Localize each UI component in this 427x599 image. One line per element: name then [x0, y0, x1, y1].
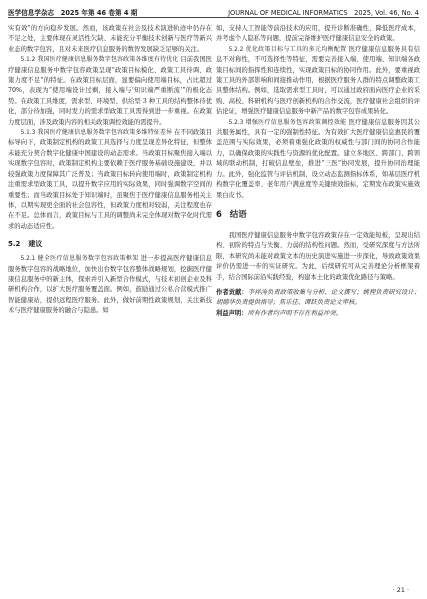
left-column: [8, 24, 212, 317]
subsection-body: 在不同政策目标导向下，政策制定机构的政策工具选择与力度呈现差异化特征，但整体未能充分契合数字化健康中国建设的动态需求。当政策目标聚焦接入端以实现数字包容时，政策制定机构主要依赖于医疗服务基础设施建设，并以较强政策力度保障其广泛普及；当政策目标转向使用端时，政策制定机构注重需求型政策工具，以提升数字应用的实际效果，同时强调数字空间的重要性；而当政策目标处于知识端时，虽聚焦于医疗健康信息服务相关主体，以期实现更全面的社会包容性，但政策力度相对较弱，关注程度也存在不足。总体而言，政策目标与工具的调整尚未完全体现对数字化时代需求的动态适应性。: [8, 129, 212, 230]
subsection-body: 医疗健康信息服务具有信息不对称性，不可选择性等特征，需要完善接入端、使用端、知识端各政策目标间的指挥性和连续性，实现政策目标的协同作用。此外，要重视政策工具的外部影响和间接推动作用，根据医疗服务人群的特点调整政策工具整体结构。例如，选取需求型工具时，可以通过政府面向医疗企业的采购、高校、科研机构与医疗创新机构的合作交流，医疗健康社会组织的评估论证，增强医疗健康信息服务中新产品的数字包容成果转化。: [216, 45, 420, 116]
subsection-number: 5.1.2: [20, 57, 36, 64]
subsection-5-1-3: [8, 128, 212, 232]
subsection-number: 5.2.1: [20, 256, 36, 263]
section-title: 建议: [28, 240, 43, 249]
header-rule: [8, 17, 419, 18]
subsection-body: 医疗健康信息服务因其公共服务属性，具有一定的强制性特征。为有效扩大医疗健康信息惠民的覆盖范围与实际效果，必须着重强化政策的权威性与部门间的协同合作能力，以确保政策的实践性与资源的优化配置。建立多地区、跨部门、跨领域的联动机制，打破信息壁垒，推进“三医”协同发展，提升协同治理能力。此外，强化监管与评估机制，设立动态监测指标体系，如基层医疗机构数字化覆盖率、老年用户满意度等关键绩效指标，定期发布政策实施效果白皮书。: [216, 118, 420, 199]
subsection-title: 我国医疗健康信息服务数字包容政策多维特征差异: [37, 129, 173, 137]
right-column: [216, 24, 420, 319]
author-contributions: [216, 288, 420, 309]
subsection-body: 目前我国医疗健康信息服务中数字包容政策呈现“政策目标模化、政策工具待调、政策力度不足”的特征。在政策目标层面，显要偏向使用端目标，占比超过 70%，表现为“使用端设计过剩，接入端与‘知识端严重断流’”的极化态势。在政策工具维度，需求型、环境型、供给型 3 种工具的结构整体待优化，部分待加强，同时发力的需求型政策工具需得到进一步重视。在政策力度层面，涉及政策内容的相关政策调控效能的需提升。: [8, 56, 212, 126]
page-number: · 21 ·: [392, 586, 409, 594]
section-title: 结语: [229, 208, 247, 219]
journal-title-en: JOURNAL OF MEDICAL INFORMATICS 2025, Vol. 46, No. 4: [228, 9, 419, 17]
paragraph-continued: 实有效”的方向稳步发展。然而，该政策在社会及技术演进轨迹中仍存在不足之处，主要体现在灵活性欠缺、未能充分平衡技术创新与医疗等新兴业态的数字包容，且对未来医疗信息服务的数智发展缺乏足够的关注。: [8, 25, 212, 53]
contributions-text: 李祥涛负责政策收集与分析、论文撰写；姚程负责研究设计；胡德华负责提供指导；焦乐佳、谭跃负责论文审核。: [216, 288, 421, 307]
section-number: 5.2: [8, 240, 21, 249]
conflict-label: 利益声明：: [216, 309, 248, 317]
subsection-title: 健全医疗信息服务数字包容政策框架: [37, 255, 139, 263]
journal-title-cn: 医学信息学杂志 2025 年第 46 卷第 4 期: [8, 9, 138, 17]
conclusion-paragraph: 我国医疗健康信息服务中数字包容政策存在一定效能短板，呈现出结构、初阶的特点与失衡、力弱的结构性问题。然而，受研究深度与方法所限，本研究尚未能对政策文本的历史演进实施进一步深化，导致政策效果评价仍需进一步的实证研究。为此，后续研究可从完善理论分析框架着手，结合国际前沿实践经验，构建本土化的政策优化路径与策略。: [216, 231, 420, 281]
conflict-statement: [216, 309, 420, 319]
subsection-5-2-2: [216, 45, 420, 118]
subsection-body: 进一步提高医疗健康信息服务数字包容的战略地位，加快出台数字包容整体战略规划，挖掘医疗健康信息服务中的新主体，探索并引入新型合作模式，与技术初创企业及科研机构合作，以扩大医疗服务覆盖面。例如，鼓励通过公私合营模式推广智能健康站，提供远程医疗服务。此外，做好前期性政策规划，关注新技术与医疗健康服务的融合与隐患。如: [8, 255, 212, 315]
paragraph-continued: 如，支持人工智能等前沿技术的应用，提升诊断准确性、降低医疗成本，并考虑个人隐私等问题，提前完备维护医疗健康信息安全的政策。: [216, 25, 420, 43]
subsection-number: 5.2.2: [228, 46, 244, 53]
section-heading-6: [216, 209, 420, 223]
subsection-title: 我国医疗健康信息服务数字包容政策各维度有待优化: [37, 56, 179, 64]
conflict-text: 所有作者均声明不存在利益冲突。: [247, 309, 342, 317]
page-header: [0, 0, 427, 22]
subsection-title: 增强医疗信息服务包容政策调控效能: [245, 118, 347, 126]
subsection-5-2-1: [8, 254, 212, 316]
section-number: 6: [216, 208, 222, 219]
subsection-number: 5.1.3: [20, 130, 36, 137]
subsection-5-1-2: [8, 55, 212, 128]
contributions-label: 作者贡献：: [216, 288, 248, 296]
subsection-number: 5.2.3: [228, 119, 244, 126]
subsection-5-2-3: [216, 118, 420, 201]
section-heading-5-2: [8, 239, 212, 250]
subsection-title: 优化政策目标与工具的多元均衡配置: [245, 45, 347, 53]
